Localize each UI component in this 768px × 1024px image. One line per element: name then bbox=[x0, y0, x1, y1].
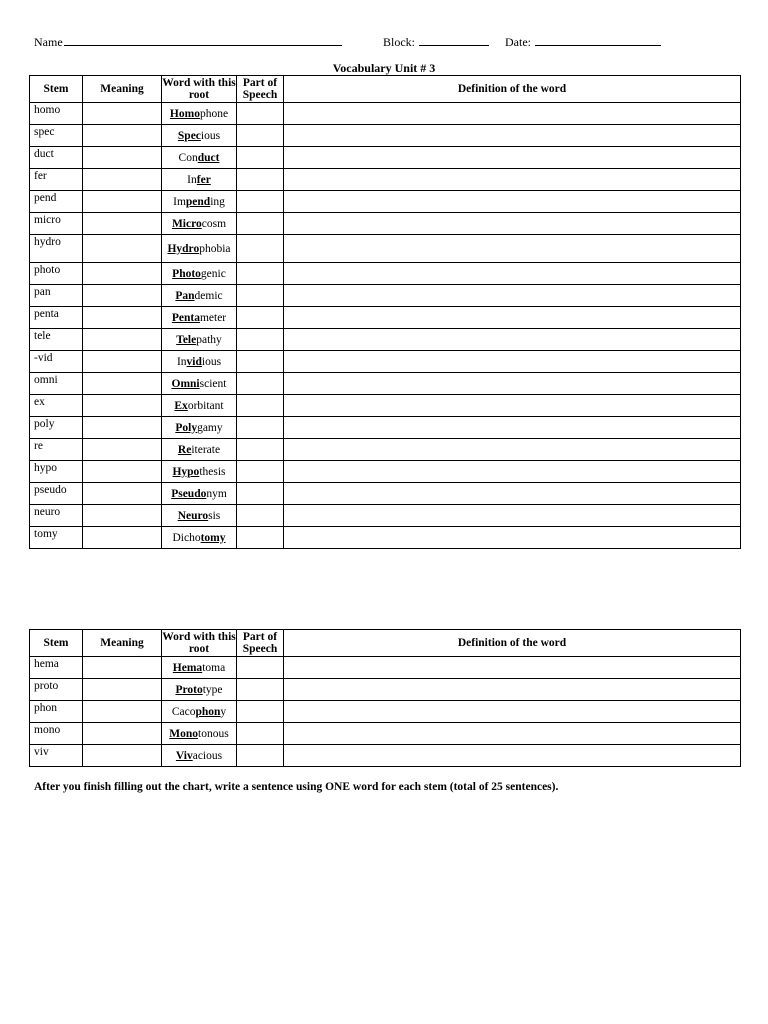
definition-cell[interactable] bbox=[284, 169, 741, 191]
table-row bbox=[30, 373, 741, 395]
definition-cell[interactable] bbox=[284, 417, 741, 439]
word-post: y bbox=[220, 705, 227, 718]
table-row bbox=[30, 745, 741, 767]
name-blank[interactable] bbox=[64, 34, 342, 46]
meaning-cell[interactable] bbox=[83, 745, 162, 767]
table-row bbox=[30, 285, 741, 307]
stem-cell: proto bbox=[30, 679, 83, 701]
definition-cell[interactable] bbox=[284, 527, 741, 549]
meaning-cell[interactable] bbox=[83, 701, 162, 723]
table-row bbox=[30, 191, 741, 213]
part-of-speech-cell[interactable] bbox=[237, 191, 284, 213]
word-root: duct bbox=[197, 151, 220, 164]
word-post: iterate bbox=[191, 443, 221, 456]
definition-cell[interactable] bbox=[284, 461, 741, 483]
stem-cell: hema bbox=[30, 657, 83, 679]
stem-cell: fer bbox=[30, 169, 83, 191]
word-root: fer bbox=[196, 173, 211, 186]
meaning-cell[interactable] bbox=[83, 417, 162, 439]
stem-cell: ex bbox=[30, 395, 83, 417]
vocab-table-1 bbox=[29, 75, 741, 549]
table-row bbox=[30, 235, 741, 263]
stem-cell: mono bbox=[30, 723, 83, 745]
word-post: demic bbox=[194, 289, 223, 302]
definition-cell[interactable] bbox=[284, 657, 741, 679]
word-cell bbox=[162, 461, 237, 483]
date-label: Date: bbox=[505, 35, 531, 49]
col-meaning: Meaning bbox=[83, 76, 162, 103]
table-row bbox=[30, 125, 741, 147]
word-root: Omni bbox=[171, 377, 200, 390]
word-cell bbox=[162, 191, 237, 213]
word-root: Proto bbox=[175, 683, 203, 696]
stem-cell: pend bbox=[30, 191, 83, 213]
word-cell bbox=[162, 351, 237, 373]
part-of-speech-cell[interactable] bbox=[237, 723, 284, 745]
word-post: orbitant bbox=[187, 399, 224, 412]
stem-cell: tomy bbox=[30, 527, 83, 549]
meaning-cell[interactable] bbox=[83, 103, 162, 125]
meaning-cell[interactable] bbox=[83, 235, 162, 263]
word-cell bbox=[162, 505, 237, 527]
meaning-cell[interactable] bbox=[83, 169, 162, 191]
part-of-speech-cell[interactable] bbox=[237, 103, 284, 125]
word-cell bbox=[162, 263, 237, 285]
word-post: scient bbox=[199, 377, 227, 390]
meaning-cell[interactable] bbox=[83, 329, 162, 351]
part-of-speech-cell[interactable] bbox=[237, 147, 284, 169]
col-stem: Stem bbox=[30, 630, 83, 657]
word-cell bbox=[162, 745, 237, 767]
meaning-cell[interactable] bbox=[83, 461, 162, 483]
table-row bbox=[30, 679, 741, 701]
instructions: After you finish filling out the chart, write a sentence using ONE word for each stem (total of 25 sentences). bbox=[34, 781, 559, 793]
word-post: type bbox=[202, 683, 223, 696]
stem-cell: homo bbox=[30, 103, 83, 125]
word-post: gamy bbox=[197, 421, 223, 434]
stem-cell: re bbox=[30, 439, 83, 461]
word-cell bbox=[162, 169, 237, 191]
part-of-speech-cell[interactable] bbox=[237, 483, 284, 505]
table-row bbox=[30, 147, 741, 169]
table-row bbox=[30, 307, 741, 329]
word-cell bbox=[162, 395, 237, 417]
stem-cell: hypo bbox=[30, 461, 83, 483]
col-definition: Definition of the word bbox=[284, 630, 741, 657]
part-of-speech-cell[interactable] bbox=[237, 263, 284, 285]
word-cell bbox=[162, 373, 237, 395]
word-cell bbox=[162, 679, 237, 701]
meaning-cell[interactable] bbox=[83, 439, 162, 461]
part-of-speech-cell[interactable] bbox=[237, 235, 284, 263]
meaning-cell[interactable] bbox=[83, 657, 162, 679]
table-row bbox=[30, 103, 741, 125]
word-root: Re bbox=[177, 443, 192, 456]
date-blank[interactable] bbox=[535, 34, 661, 46]
definition-cell[interactable] bbox=[284, 125, 741, 147]
definition-cell[interactable] bbox=[284, 483, 741, 505]
definition-cell[interactable] bbox=[284, 373, 741, 395]
part-of-speech-cell[interactable] bbox=[237, 373, 284, 395]
word-root: vid bbox=[186, 355, 202, 368]
word-cell bbox=[162, 307, 237, 329]
part-of-speech-cell[interactable] bbox=[237, 307, 284, 329]
part-of-speech-cell[interactable] bbox=[237, 505, 284, 527]
word-cell bbox=[162, 235, 237, 263]
meaning-cell[interactable] bbox=[83, 679, 162, 701]
word-cell bbox=[162, 213, 237, 235]
word-pre: Caco bbox=[171, 705, 196, 718]
col-definition: Definition of the word bbox=[284, 76, 741, 103]
part-of-speech-cell[interactable] bbox=[237, 527, 284, 549]
word-cell bbox=[162, 103, 237, 125]
word-post: pathy bbox=[196, 333, 222, 346]
word-root: tomy bbox=[200, 531, 226, 544]
table-row bbox=[30, 461, 741, 483]
table-header-row bbox=[30, 630, 741, 657]
word-root: phon bbox=[195, 705, 221, 718]
word-cell bbox=[162, 527, 237, 549]
word-root: Homo bbox=[169, 107, 200, 120]
stem-cell: penta bbox=[30, 307, 83, 329]
word-root: Hema bbox=[172, 661, 203, 674]
col-meaning: Meaning bbox=[83, 630, 162, 657]
part-of-speech-cell[interactable] bbox=[237, 417, 284, 439]
col-part-of-speech: Part of Speech bbox=[237, 76, 284, 103]
word-root: Neuro bbox=[177, 509, 209, 522]
table-row bbox=[30, 329, 741, 351]
definition-cell[interactable] bbox=[284, 191, 741, 213]
table-row bbox=[30, 351, 741, 373]
definition-cell[interactable] bbox=[284, 213, 741, 235]
word-cell bbox=[162, 723, 237, 745]
word-cell bbox=[162, 701, 237, 723]
table-row bbox=[30, 483, 741, 505]
part-of-speech-cell[interactable] bbox=[237, 679, 284, 701]
word-cell bbox=[162, 329, 237, 351]
word-root: Spec bbox=[177, 129, 201, 142]
definition-cell[interactable] bbox=[284, 701, 741, 723]
part-of-speech-cell[interactable] bbox=[237, 701, 284, 723]
table-row bbox=[30, 439, 741, 461]
meaning-cell[interactable] bbox=[83, 723, 162, 745]
definition-cell[interactable] bbox=[284, 263, 741, 285]
meaning-cell[interactable] bbox=[83, 307, 162, 329]
word-post: tonous bbox=[198, 727, 229, 740]
part-of-speech-cell[interactable] bbox=[237, 461, 284, 483]
word-post: toma bbox=[202, 661, 226, 674]
word-cell bbox=[162, 417, 237, 439]
block-blank[interactable] bbox=[419, 34, 489, 46]
col-stem: Stem bbox=[30, 76, 83, 103]
word-post: genic bbox=[200, 267, 226, 280]
unit-title: Vocabulary Unit # 3 bbox=[332, 61, 436, 75]
table-row bbox=[30, 657, 741, 679]
meaning-cell[interactable] bbox=[83, 263, 162, 285]
stem-cell: photo bbox=[30, 263, 83, 285]
stem-cell: pan bbox=[30, 285, 83, 307]
stem-cell: viv bbox=[30, 745, 83, 767]
col-part-of-speech: Part of Speech bbox=[237, 630, 284, 657]
table-row bbox=[30, 723, 741, 745]
definition-cell[interactable] bbox=[284, 439, 741, 461]
word-cell bbox=[162, 125, 237, 147]
name-field[interactable] bbox=[34, 34, 342, 50]
stem-cell: duct bbox=[30, 147, 83, 169]
meaning-cell[interactable] bbox=[83, 191, 162, 213]
table-row bbox=[30, 527, 741, 549]
meaning-cell[interactable] bbox=[83, 373, 162, 395]
meaning-cell[interactable] bbox=[83, 527, 162, 549]
table-row bbox=[30, 395, 741, 417]
part-of-speech-cell[interactable] bbox=[237, 657, 284, 679]
meaning-cell[interactable] bbox=[83, 213, 162, 235]
word-post: sis bbox=[208, 509, 221, 522]
meaning-cell[interactable] bbox=[83, 285, 162, 307]
col-word: Word with this root bbox=[162, 77, 236, 101]
definition-cell[interactable] bbox=[284, 329, 741, 351]
block-label: Block: bbox=[383, 35, 415, 49]
word-post: ious bbox=[201, 355, 222, 368]
part-of-speech-cell[interactable] bbox=[237, 285, 284, 307]
block-field[interactable] bbox=[383, 34, 489, 50]
part-of-speech-cell[interactable] bbox=[237, 439, 284, 461]
word-post: ious bbox=[200, 129, 221, 142]
stem-cell: hydro bbox=[30, 235, 83, 263]
word-post: phone bbox=[199, 107, 229, 120]
part-of-speech-cell[interactable] bbox=[237, 329, 284, 351]
meaning-cell[interactable] bbox=[83, 125, 162, 147]
word-post: ing bbox=[210, 195, 225, 208]
stem-cell: poly bbox=[30, 417, 83, 439]
vocab-table-2 bbox=[29, 629, 741, 767]
word-cell bbox=[162, 483, 237, 505]
header-line bbox=[0, 34, 768, 52]
definition-cell[interactable] bbox=[284, 745, 741, 767]
word-root: Hydro bbox=[167, 242, 200, 255]
word-root: Mono bbox=[169, 727, 199, 740]
word-cell bbox=[162, 657, 237, 679]
word-root: pend bbox=[185, 195, 211, 208]
definition-cell[interactable] bbox=[284, 147, 741, 169]
word-root: Hypo bbox=[172, 465, 200, 478]
stem-cell: micro bbox=[30, 213, 83, 235]
word-post: nym bbox=[206, 487, 227, 500]
word-cell bbox=[162, 147, 237, 169]
word-pre: In bbox=[176, 355, 187, 368]
meaning-cell[interactable] bbox=[83, 395, 162, 417]
meaning-cell[interactable] bbox=[83, 147, 162, 169]
definition-cell[interactable] bbox=[284, 679, 741, 701]
word-root: Viv bbox=[175, 749, 193, 762]
word-post: phobia bbox=[199, 242, 231, 255]
part-of-speech-cell[interactable] bbox=[237, 125, 284, 147]
word-root: Ex bbox=[174, 399, 188, 412]
definition-cell[interactable] bbox=[284, 395, 741, 417]
definition-cell[interactable] bbox=[284, 505, 741, 527]
word-post: meter bbox=[199, 311, 227, 324]
word-post: cosm bbox=[201, 217, 227, 230]
word-root: Poly bbox=[175, 421, 198, 434]
word-pre: Con bbox=[178, 151, 198, 164]
table-row bbox=[30, 701, 741, 723]
stem-cell: -vid bbox=[30, 351, 83, 373]
table-row bbox=[30, 263, 741, 285]
word-pre: Im bbox=[173, 195, 186, 208]
word-pre: Dicho bbox=[172, 531, 201, 544]
date-field[interactable] bbox=[505, 34, 661, 50]
definition-cell[interactable] bbox=[284, 351, 741, 373]
word-post: thesis bbox=[199, 465, 226, 478]
definition-cell[interactable] bbox=[284, 103, 741, 125]
stem-cell: omni bbox=[30, 373, 83, 395]
table-row bbox=[30, 505, 741, 527]
word-root: Tele bbox=[176, 333, 197, 346]
part-of-speech-cell[interactable] bbox=[237, 169, 284, 191]
table-header-row bbox=[30, 76, 741, 103]
stem-cell: tele bbox=[30, 329, 83, 351]
part-of-speech-cell[interactable] bbox=[237, 213, 284, 235]
word-cell bbox=[162, 285, 237, 307]
meaning-cell[interactable] bbox=[83, 505, 162, 527]
word-pre: In bbox=[187, 173, 197, 186]
table-row bbox=[30, 213, 741, 235]
definition-cell[interactable] bbox=[284, 307, 741, 329]
col-word: Word with this root bbox=[162, 631, 236, 655]
word-root: Micro bbox=[171, 217, 202, 230]
stem-cell: neuro bbox=[30, 505, 83, 527]
definition-cell[interactable] bbox=[284, 235, 741, 263]
definition-cell[interactable] bbox=[284, 285, 741, 307]
word-root: Pseudo bbox=[171, 487, 207, 500]
word-root: Penta bbox=[171, 311, 200, 324]
word-root: Pan bbox=[175, 289, 195, 302]
stem-cell: spec bbox=[30, 125, 83, 147]
stem-cell: phon bbox=[30, 701, 83, 723]
word-root: Photo bbox=[172, 267, 201, 280]
name-label: Name bbox=[34, 35, 63, 49]
word-cell bbox=[162, 439, 237, 461]
word-post: acious bbox=[192, 749, 223, 762]
meaning-cell[interactable] bbox=[83, 351, 162, 373]
part-of-speech-cell[interactable] bbox=[237, 745, 284, 767]
table-row bbox=[30, 417, 741, 439]
meaning-cell[interactable] bbox=[83, 483, 162, 505]
stem-cell: pseudo bbox=[30, 483, 83, 505]
part-of-speech-cell[interactable] bbox=[237, 395, 284, 417]
definition-cell[interactable] bbox=[284, 723, 741, 745]
table-row bbox=[30, 169, 741, 191]
part-of-speech-cell[interactable] bbox=[237, 351, 284, 373]
